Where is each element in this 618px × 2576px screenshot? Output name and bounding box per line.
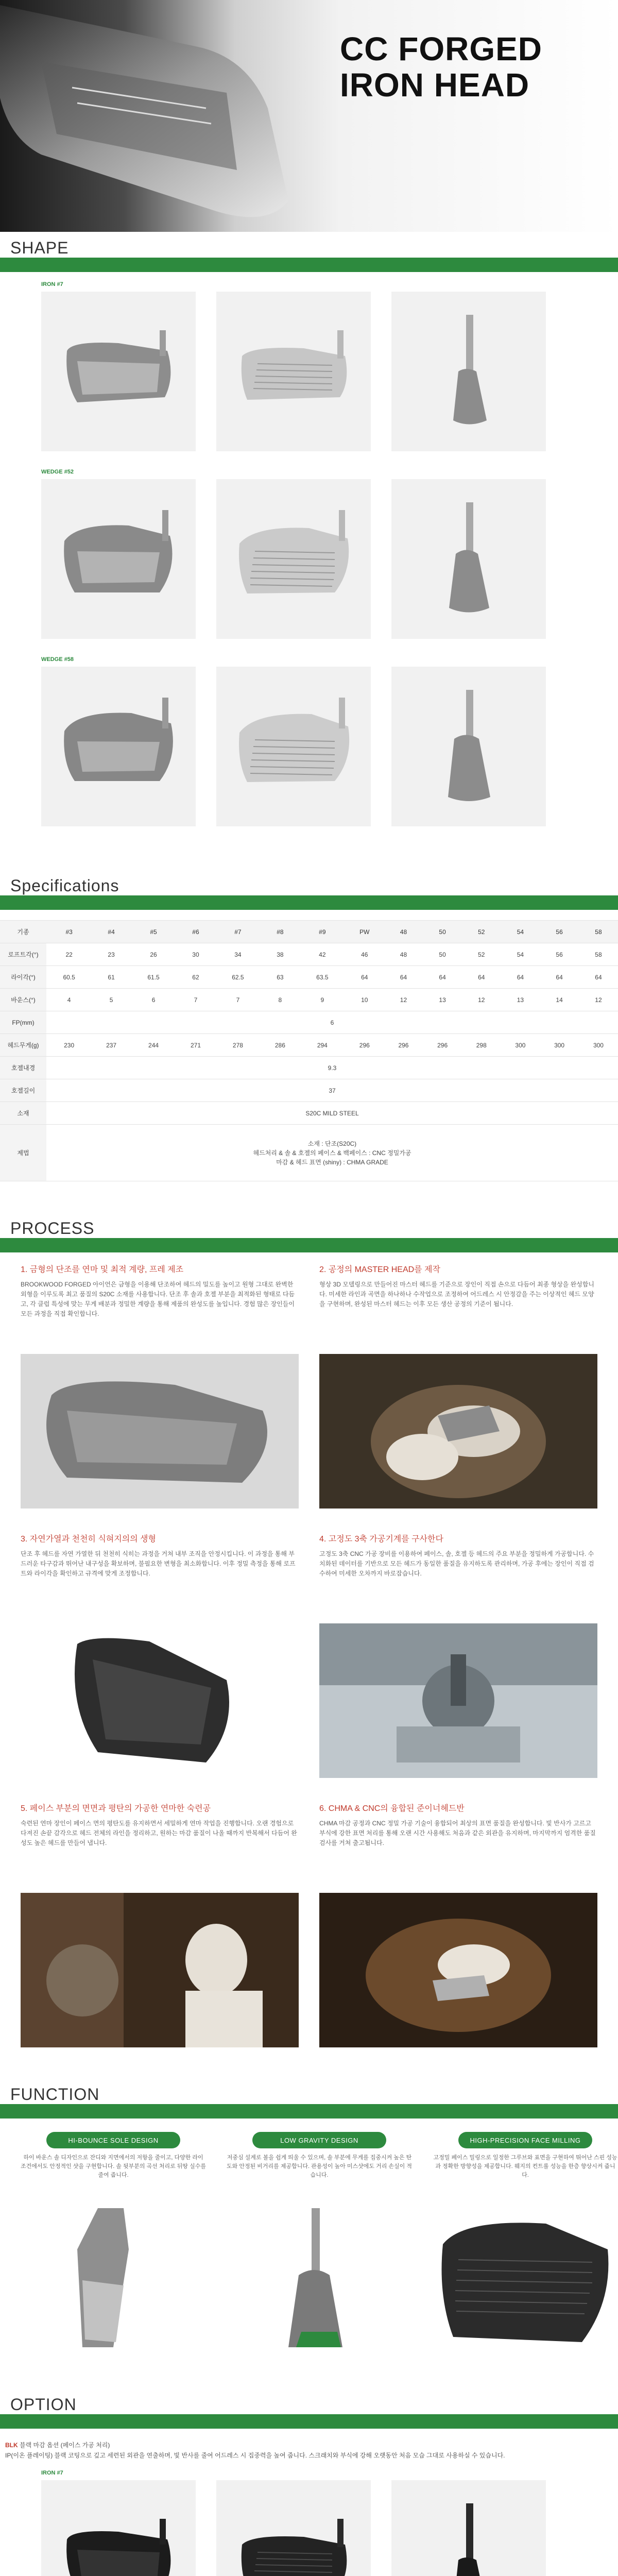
black-iron-front-image <box>41 2480 196 2576</box>
spec-cell: 6 <box>131 989 176 1011</box>
spec-row-header: 소재 <box>0 1102 46 1125</box>
process-item <box>21 1532 299 1778</box>
iron-face-image <box>216 292 371 451</box>
spec-green-band <box>0 895 618 910</box>
spec-cell: 64 <box>579 966 618 989</box>
spec-column-header: #9 <box>300 921 345 943</box>
spec-section <box>0 859 618 1202</box>
forged-blank-photo <box>21 1354 299 1509</box>
spec-column-header: 48 <box>384 921 423 943</box>
spec-row-header: 바운스(°) <box>0 989 46 1011</box>
spec-column-header: #5 <box>131 921 176 943</box>
spec-cell: 10 <box>345 989 384 1011</box>
process-item-desc: 고정도 3축 CNC 가공 장비를 이용하여 페이스, 솔, 호젤 등 헤드의 주요 부분을 정밀하게 가공합니다. 수치화된 데이터를 기반으로 모든 헤드가 동일한 품질을 유지하도록 관리하며, 가공 후에는 장인이 직접 검수하여 미세한 오차까지 바로잡습니다. <box>319 1550 594 1577</box>
spec-cell: 56 <box>540 943 579 966</box>
face-milling-image <box>433 2203 618 2358</box>
spec-cell: 12 <box>384 989 423 1011</box>
spec-row-header: FP(mm) <box>0 1011 46 1034</box>
wedge52-side-image <box>391 479 546 639</box>
spec-cell: 8 <box>261 989 300 1011</box>
spec-cell: 23 <box>92 943 131 966</box>
option-title: OPTION <box>10 2395 77 2414</box>
spec-cell: 22 <box>46 943 92 966</box>
spec-cell: 64 <box>423 966 462 989</box>
option-intro-desc: IP(이온 플레이팅) 블랙 코팅으로 깊고 세련된 외관을 연출하며, 빛 반사를 줄여 어드레스 시 집중력을 높여 줍니다. 스크래치와 부식에 강해 오랫동안 처음 모습 그대로 사용하실 수 있습니다. <box>5 2452 505 2459</box>
iron-front-image <box>41 292 196 451</box>
wedge58-front-image <box>41 667 196 826</box>
function-desc: 하이 바운스 솔 디자인으로 잔디와 지면에서의 저항을 줄이고, 다양한 라이 조건에서도 안정적인 샷을 구현합니다. 솔 뒷부분의 곡선 처리로 뒤땅 실수를 줄여 줍니다. <box>21 2155 206 2178</box>
process-item <box>319 1532 597 1778</box>
spec-cell: 7 <box>176 989 215 1011</box>
wedge58-face-image <box>216 667 371 826</box>
spec-cell: 54 <box>501 943 540 966</box>
spec-cell: 42 <box>300 943 345 966</box>
process-item-desc: 단조 후 헤드를 자연 가열한 뒤 천천히 식히는 과정을 거쳐 내부 조직을 안정시킵니다. 이 과정을 통해 부드러운 타구감과 뛰어난 내구성을 확보하며, 불필요한 변형을 최소화합니다. 이후 정밀 측정을 통해 로프트와 라이각을 확인하고 규격에 맞게 조정합니다. <box>21 1550 296 1577</box>
spec-cell: 48 <box>384 943 423 966</box>
spec-column-header: 52 <box>462 921 501 943</box>
spec-cell: 296 <box>384 1034 423 1057</box>
spec-cell: 13 <box>423 989 462 1011</box>
spec-cell: 296 <box>345 1034 384 1057</box>
spec-cell: 38 <box>261 943 300 966</box>
spec-column-header: #4 <box>92 921 131 943</box>
shape-row-wedge52 <box>41 469 577 639</box>
hero-title-line2: IRON HEAD <box>340 66 530 104</box>
spec-cell: 62.5 <box>215 966 261 989</box>
spec-row-header: 로프트각(°) <box>0 943 46 966</box>
spec-cell: 6 <box>46 1011 618 1034</box>
option-green-band <box>0 2414 618 2429</box>
wedge58-side-image <box>391 667 546 826</box>
spec-cell: 12 <box>579 989 618 1011</box>
function-section <box>0 2068 618 2378</box>
spec-cell: 237 <box>92 1034 131 1057</box>
master-head-photo <box>319 1354 597 1509</box>
process-item <box>21 1263 299 1509</box>
polishing-craftsman-photo <box>21 1893 299 2047</box>
spec-cell: 230 <box>46 1034 92 1057</box>
sole-design-image <box>21 2203 206 2358</box>
option-row-iron7 <box>0 2461 618 2576</box>
low-gravity-image <box>227 2203 412 2358</box>
hero-title <box>340 31 542 103</box>
spec-cell: 271 <box>176 1034 215 1057</box>
spec-cell: 296 <box>423 1034 462 1057</box>
spec-cell: 50 <box>423 943 462 966</box>
spec-row-header: 호젤내경 <box>0 1057 46 1079</box>
spec-row-header: 라이각(°) <box>0 966 46 989</box>
spec-cell: 4 <box>46 989 92 1011</box>
spec-cell: 62 <box>176 966 215 989</box>
spec-column-header: #8 <box>261 921 300 943</box>
process-item-desc: 숙련된 연마 장인이 페이스 면의 평탄도를 유지하면서 세밀하게 연마 작업을 진행합니다. 오랜 경험으로 다져진 손끝 감각으로 헤드 전체의 라인을 정리하고, 원하는 마감 품질이 나올 때까지 반복해서 다듬어 완성도 높은 헤드를 만들어 냅니다. <box>21 1820 297 1846</box>
process-item <box>319 1263 597 1509</box>
process-item <box>319 1802 597 2047</box>
spec-cell: 7 <box>215 989 261 1011</box>
spec-column-header: #7 <box>215 921 261 943</box>
spec-cell-line: 소재 : 단조(S20C) <box>307 1140 357 1147</box>
black-iron-face-image <box>216 2480 371 2576</box>
spec-cell: 26 <box>131 943 176 966</box>
spec-row <box>0 989 618 1011</box>
spec-row <box>0 943 618 966</box>
function-green-band <box>0 2104 618 2119</box>
spec-cell: 58 <box>579 943 618 966</box>
shape-section <box>0 232 618 859</box>
function-item <box>21 2132 206 2358</box>
spec-cell: 300 <box>579 1034 618 1057</box>
process-item-title: 2. 공정의 MASTER HEAD를 제작 <box>319 1265 440 1274</box>
spec-cell: 5 <box>92 989 131 1011</box>
spec-cell: 64 <box>384 966 423 989</box>
spec-cell: 300 <box>501 1034 540 1057</box>
spec-cell: 64 <box>345 966 384 989</box>
function-badge: LOW GRAVITY DESIGN <box>252 2132 386 2148</box>
spec-cell: 300 <box>540 1034 579 1057</box>
process-item-title: 5. 페이스 부분의 면면과 평탄의 가공한 연마한 숙련공 <box>21 1804 211 1813</box>
spec-cell: 14 <box>540 989 579 1011</box>
spec-cell: 63.5 <box>300 966 345 989</box>
spec-row-header: 헤드무게(g) <box>0 1034 46 1057</box>
spec-column-header: #6 <box>176 921 215 943</box>
spec-column-header: #3 <box>46 921 92 943</box>
spec-cell: 61 <box>92 966 131 989</box>
function-item <box>227 2132 412 2358</box>
spec-cell: 9 <box>300 989 345 1011</box>
hero-club-image <box>0 0 309 232</box>
spec-row <box>0 1125 618 1181</box>
function-item <box>433 2132 618 2358</box>
spec-row <box>0 1034 618 1057</box>
shape-row-iron7 <box>41 281 577 451</box>
spec-row-header: 호젤길이 <box>0 1079 46 1102</box>
function-badge: HI-BOUNCE SOLE DESIGN <box>46 2132 180 2148</box>
spec-cell: 37 <box>46 1079 618 1102</box>
function-badge: HIGH-PRECISION FACE MILLING <box>458 2132 592 2148</box>
process-item-title: 4. 고정도 3축 가공기계를 구사한다 <box>319 1535 443 1544</box>
spec-cell-line: 헤드처리 & 솔 & 호젤의 페이스 & 백페이스 : CNC 정밀가공 <box>253 1149 411 1157</box>
spec-cell: 9.3 <box>46 1057 618 1079</box>
spec-cell: 52 <box>462 943 501 966</box>
process-green-band <box>0 1238 618 1252</box>
spec-column-header: 58 <box>579 921 618 943</box>
spec-row-header: 제법 <box>0 1125 46 1181</box>
shape-title: SHAPE <box>10 239 69 257</box>
spec-cell: S20C MILD STEEL <box>46 1102 618 1125</box>
spec-column-header: 50 <box>423 921 462 943</box>
row-label: WEDGE #52 <box>41 469 74 475</box>
spec-cell: 12 <box>462 989 501 1011</box>
hero-title-line1: CC FORGED <box>340 30 542 67</box>
spec-cell: 13 <box>501 989 540 1011</box>
heat-treat-photo <box>21 1623 299 1778</box>
row-label: IRON #7 <box>41 281 63 287</box>
function-desc: 고정밀 페이스 밀링으로 일정한 그루브와 표면을 구현하여 뛰어난 스핀 성능과 정확한 방향성을 제공합니다. 웨지의 컨트롤 성능을 한층 향상시켜 줍니다. <box>433 2155 617 2178</box>
spec-cell: 61.5 <box>131 966 176 989</box>
spec-cell: 298 <box>462 1034 501 1057</box>
process-item-title: 1. 금형의 단조를 연마 및 최적 계량, 프레 제조 <box>21 1265 184 1274</box>
spec-row <box>0 966 618 989</box>
spec-column-header: PW <box>345 921 384 943</box>
spec-cell: 60.5 <box>46 966 92 989</box>
spec-cell <box>46 1125 618 1181</box>
spec-cell: 30 <box>176 943 215 966</box>
spec-cell: 294 <box>300 1034 345 1057</box>
iron-side-image <box>391 292 546 451</box>
option-intro <box>0 2429 618 2461</box>
process-item-desc: BROOKWOOD FORGED 아이언은 금형을 이용해 단조하여 헤드의 밀도를 높이고 원형 그대로 완벽한 외형을 이루도록 최고 품질의 S20C 소재를 사용합니다. 단조 후 솔과 호젤 부분을 최적화된 형태로 다듬고, 각 클럽 특성에 맞는 무게 배분과 정밀한 계량을 통해 제품의 완성도를 높입니다. 경험 많은 장인들이 모든 과정을 직접 확인합니다. <box>21 1281 295 1317</box>
spec-cell: 244 <box>131 1034 176 1057</box>
spec-column-header: 기종 <box>0 921 46 943</box>
spec-cell: 46 <box>345 943 384 966</box>
process-item-desc: CHMA 마감 공정과 CNC 정밀 가공 기술이 융합되어 최상의 표면 품질을 완성합니다. 빛 반사가 고르고 부식에 강한 표면 처리를 통해 오랜 시간 사용해도 처음과 같은 외관을 유지하며, 마지막까지 엄격한 품질 검사를 거쳐 출고됩니다. <box>319 1820 596 1846</box>
process-item-title: 6. CHMA & CNC의 융합된 준이너헤드반 <box>319 1804 465 1813</box>
spec-cell: 34 <box>215 943 261 966</box>
process-item-desc: 형상 3D 모델링으로 만들어진 마스터 헤드를 기준으로 장인이 직접 손으로 다듬어 최종 형상을 완성합니다. 미세한 라인과 곡면을 하나하나 수작업으로 조정하여 어드레스 시 안정감을 주는 이상적인 헤드 모양을 구현하며, 완성된 마스터 헤드는 이후 모든 생산 공정의 기준이 됩니다. <box>319 1281 594 1308</box>
shape-green-band <box>0 258 618 272</box>
hero-banner <box>0 0 618 232</box>
function-desc: 저중심 설계로 볼을 쉽게 띄울 수 있으며, 솔 부분에 무게를 집중시켜 높은 탄도와 안정된 비거리를 제공합니다. 관용성이 높아 미스샷에도 거리 손실이 적습니다. <box>227 2155 412 2178</box>
spec-column-header: 54 <box>501 921 540 943</box>
spec-cell: 278 <box>215 1034 261 1057</box>
row-label: IRON #7 <box>41 2470 63 2476</box>
spec-row <box>0 1079 618 1102</box>
spec-cell: 286 <box>261 1034 300 1057</box>
spec-cell-line: 마감 & 헤드 표면 (shiny) : CHMA GRADE <box>276 1158 388 1166</box>
finishing-photo <box>319 1893 597 2047</box>
row-label: WEDGE #58 <box>41 656 74 663</box>
spec-row <box>0 1102 618 1125</box>
spec-title: Specifications <box>10 876 119 895</box>
option-section <box>0 2378 618 2576</box>
function-title: FUNCTION <box>10 2085 100 2104</box>
spec-table <box>0 920 618 1181</box>
option-intro-text: 블랙 마감 옵션 (페이스 가공 처리) <box>20 2442 110 2449</box>
spec-cell: 64 <box>501 966 540 989</box>
spec-header-row <box>0 921 618 943</box>
process-section <box>0 1202 618 2068</box>
wedge52-face-image <box>216 479 371 639</box>
spec-cell: 64 <box>540 966 579 989</box>
spec-cell: 64 <box>462 966 501 989</box>
process-title: PROCESS <box>10 1219 95 1238</box>
shape-row-wedge58 <box>41 656 577 826</box>
wedge52-front-image <box>41 479 196 639</box>
process-item-title: 3. 자연가열과 천천히 식혀지의의 생형 <box>21 1535 156 1544</box>
black-iron-side-image <box>391 2480 546 2576</box>
process-item <box>21 1802 299 2047</box>
option-keyword: BLK <box>5 2442 18 2449</box>
spec-row <box>0 1057 618 1079</box>
spec-cell: 63 <box>261 966 300 989</box>
spec-column-header: 56 <box>540 921 579 943</box>
cnc-machine-photo <box>319 1623 597 1778</box>
spec-row <box>0 1011 618 1034</box>
